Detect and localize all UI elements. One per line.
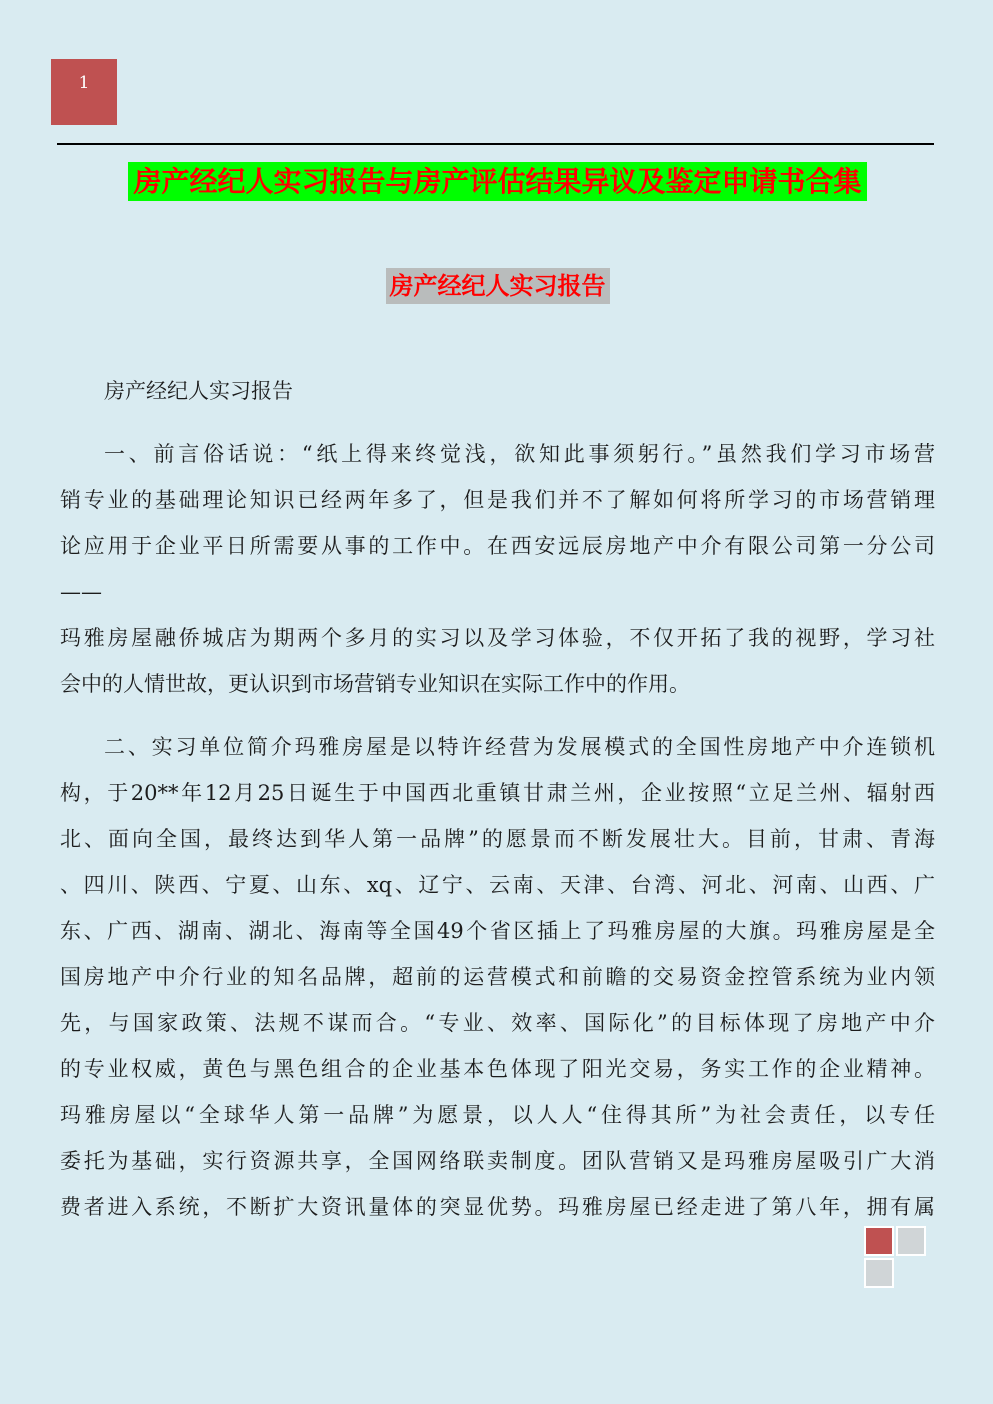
body-line: 玛雅房屋以“全球华人第一品牌”为愿景，以人人“住得其所”为社会责任，以专任: [60, 1103, 935, 1127]
body-line: 房产经纪人实习报告: [104, 379, 293, 403]
deco-square-red: [864, 1226, 894, 1256]
body-line: ——: [60, 580, 102, 604]
body-line: 构，于20**年12月25日诞生于中国西北重镇甘肃兰州，企业按照“立足兰州、辐射西: [60, 781, 935, 805]
body-line: 的专业权威，黄色与黑色组合的企业基本色体现了阳光交易，务实工作的企业精神。: [60, 1057, 935, 1081]
main-title: 房产经纪人实习报告与房产评估结果异议及鉴定申请书合集: [128, 162, 866, 201]
page-number-badge: [51, 59, 117, 125]
corner-decoration: [864, 1226, 934, 1296]
body-line: 东、广西、湖南、湖北、海南等全国49个省区插上了玛雅房屋的大旗。玛雅房屋是全: [60, 919, 935, 943]
body-line: 先，与国家政策、法规不谋而合。“专业、效率、国际化”的目标体现了房地产中介: [60, 1011, 935, 1035]
body-line: 销专业的基础理论知识已经两年多了，但是我们并不了解如何将所学习的市场营销理: [60, 488, 935, 512]
body-line: 国房地产中介行业的知名品牌，超前的运营模式和前瞻的交易资金控管系统为业内领: [60, 965, 935, 989]
body-line: 费者进入系统，不断扩大资讯量体的突显优势。玛雅房屋已经走进了第八年，拥有属: [60, 1195, 935, 1219]
body-line: 、四川、陕西、宁夏、山东、xq、辽宁、云南、天津、台湾、河北、河南、山西、广: [60, 873, 935, 897]
main-title-row: [60, 162, 935, 201]
body-line: 论应用于企业平日所需要从事的工作中。在西安远辰房地产中介有限公司第一分公司: [60, 534, 935, 558]
deco-square-gray-bottom: [864, 1258, 894, 1288]
body-line: 委托为基础，实行资源共享，全国网络联卖制度。团队营销又是玛雅房屋吸引广大消: [60, 1149, 935, 1173]
document-body: [60, 368, 935, 1230]
deco-square-gray-top: [896, 1226, 926, 1256]
sub-title: 房产经纪人实习报告: [386, 268, 610, 304]
sub-title-row: [60, 268, 935, 304]
body-line: 二、实习单位简介玛雅房屋是以特许经营为发展模式的全国性房地产中介连锁机: [104, 735, 935, 759]
body-line: 北、面向全国，最终达到华人第一品牌”的愿景而不断发展壮大。目前，甘肃、青海: [60, 827, 935, 851]
body-line: 会中的人情世故，更认识到市场营销专业知识在实际工作中的作用。: [60, 672, 690, 696]
body-line: 玛雅房屋融侨城店为期两个多月的实习以及学习体验，不仅开拓了我的视野，学习社: [60, 626, 935, 650]
header-divider-line: [57, 143, 934, 145]
body-line: 一、前言俗话说：“纸上得来终觉浅，欲知此事须躬行。”虽然我们学习市场营: [104, 442, 935, 466]
page-number: 1: [78, 72, 90, 93]
